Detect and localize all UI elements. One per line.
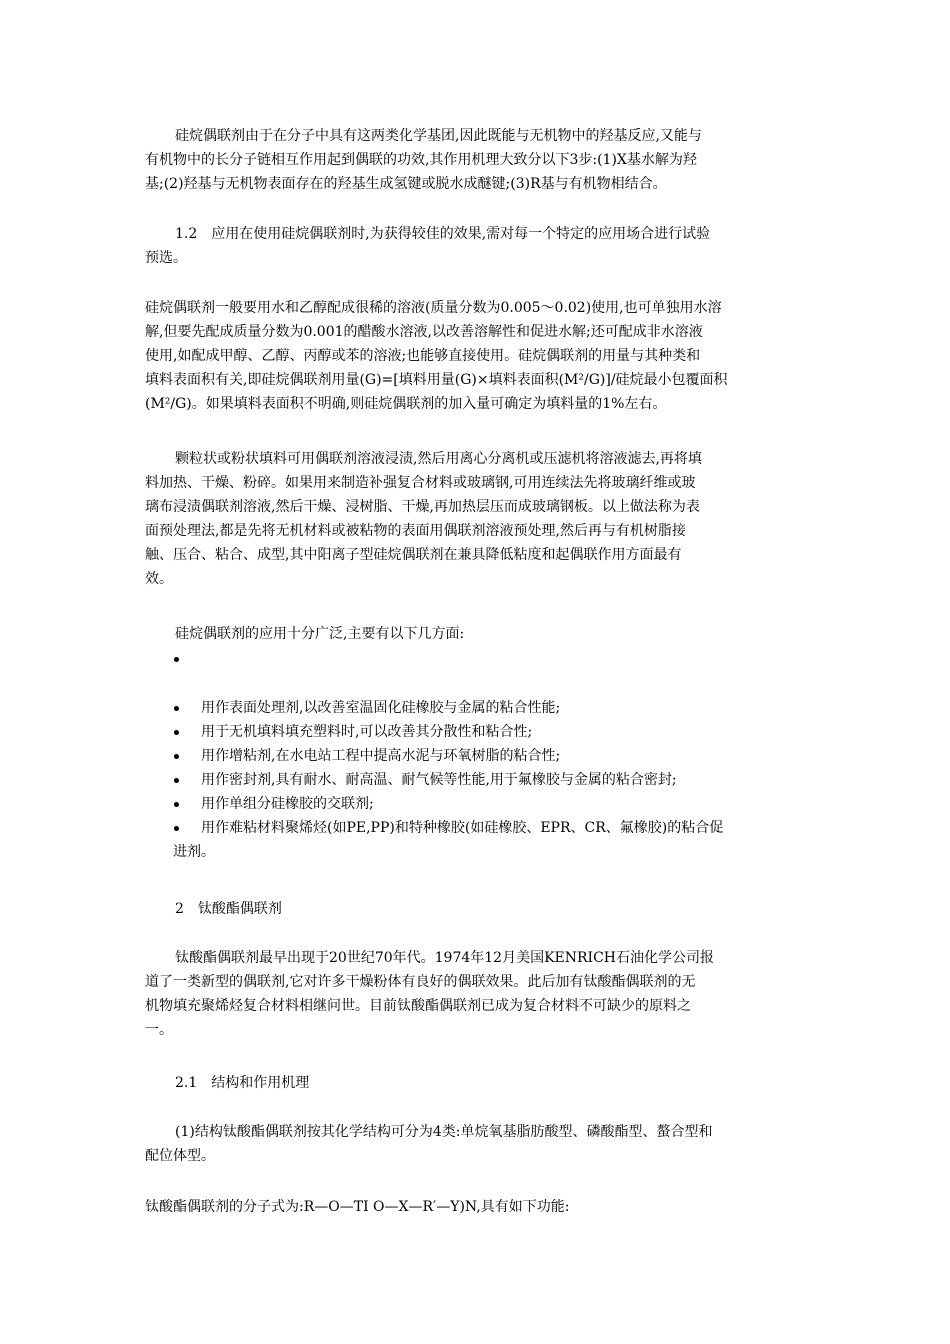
text-line: 有机物中的长分子链相互作用起到偶联的功效,其作用机理大致分以下3步:(1)X基水解为羟 [145,152,697,168]
bullet-icon [174,802,179,807]
section-heading-structure [145,1071,820,1095]
list-item-text: 用作表面处理剂,以改善室温固化硅橡胶与金属的粘合性能; [201,700,561,716]
text-line: 效。 [145,571,173,587]
paragraph-application-heading [145,222,820,270]
list-item-text: 用于无机填料填充塑料时,可以改善其分散性和粘合性; [201,724,533,740]
text-line: 一。 [145,1022,173,1038]
text-line: 解,但要先配成质量分数为0.001的醋酸水溶液,以改善溶解性和促进水解;还可配成非水溶液 [145,324,703,340]
section-heading-titanate [145,897,820,921]
text-line: 触、压合、粘合、成型,其中阳离子型硅烷偶联剂在兼具降低粘度和起偶联作用方面最有 [145,547,682,563]
text-line: (1)结构钛酸酯偶联剂按其化学结构可分为4类:单烷氧基脂肪酸型、磷酸酯型、螯合型和 [175,1124,713,1140]
text-line: 硅烷偶联剂的应用十分广泛,主要有以下几方面: [175,626,465,642]
list-item-text: 用作密封剂,具有耐水、耐高温、耐气候等性能,用于氟橡胶与金属的粘合密封; [201,772,677,788]
text-line: 配位体型。 [145,1148,215,1164]
text-line: 基;(2)羟基与无机物表面存在的羟基生成氢键或脱水成醚键;(3)R基与有机物相结合。 [145,176,667,192]
text-line: 1.2 应用在使用硅烷偶联剂时,为获得较佳的效果,需对每一个特定的应用场合进行试验 [175,226,711,242]
paragraph-applications-intro [145,622,820,646]
text-line: 预选。 [145,250,187,266]
bullet-icon [174,657,179,662]
text-line: 道了一类新型的偶联剂,它对许多干燥粉体有良好的偶联效果。此后加有钛酸酯偶联剂的无 [145,974,696,990]
paragraph-structure-types [145,1120,820,1168]
text-line: 料加热、干燥、粉碎。如果用来制造补强复合材料或玻璃钢,可用连续法先将玻璃纤维或玻 [145,475,696,491]
list-item [173,696,823,720]
heading-text: 2 钛酸酯偶联剂 [175,901,282,917]
list-item [173,768,823,792]
list-item-text: 用作难粘材料聚烯烃(如PE,PP)和特种橡胶(如硅橡胶、EPR、CR、氟橡胶)的粘合促 [201,820,724,836]
heading-text: 2.1 结构和作用机理 [175,1075,310,1091]
list-item-continuation: 进剂。 [173,844,215,860]
bullet-list-empty [173,647,823,671]
text-line: 机物填充聚烯烃复合材料相继问世。目前钛酸酯偶联剂已成为复合材料不可缺少的原料之 [145,998,691,1014]
list-item [173,816,823,864]
paragraph-solution-usage [145,296,820,416]
text-line: 钛酸酯偶联剂的分子式为:R—O—TI O—X—R′—Y)N,具有如下功能: [145,1199,570,1215]
paragraph-titanate-history [145,946,820,1042]
text-line: 硅烷偶联剂由于在分子中具有这两类化学基团,因此既能与无机物中的羟基反应,又能与 [175,128,702,144]
paragraph-molecular-formula [145,1195,820,1219]
bullet-icon [174,730,179,735]
list-item-text: 用作单组分硅橡胶的交联剂; [201,796,374,812]
list-item [173,647,823,671]
bullet-list-applications [173,696,823,864]
list-item-text: 用作增粘剂,在水电站工程中提高水泥与环氧树脂的粘合性; [201,748,561,764]
bullet-icon [174,754,179,759]
paragraph-pretreatment [145,447,820,591]
text-line: 钛酸酯偶联剂最早出现于20世纪70年代。1974年12月美国KENRICH石油化学公司报 [175,950,714,966]
text-line: 璃布浸渍偶联剂溶液,然后干燥、浸树脂、干燥,再加热层压而成玻璃钢板。以上做法称为表 [145,499,700,515]
bullet-icon [174,706,179,711]
text-line: 颗粒状或粉状填料可用偶联剂溶液浸渍,然后用离心分离机或压滤机将溶液滤去,再将填 [175,451,702,467]
bullet-icon [174,826,179,831]
list-item [173,744,823,768]
text-line: 面预处理法,都是先将无机材料或被粘物的表面用偶联剂溶液预处理,然后再与有机树脂接 [145,523,686,539]
text-line: 硅烷偶联剂一般要用水和乙醇配成很稀的溶液(质量分数为0.005～0.02)使用,也可单独用水溶 [145,300,722,316]
text-line: 填料表面积有关,即硅烷偶联剂用量(G)=[填料用量(G)×填料表面积(M²/G)]/硅烷最小包覆面积 [145,372,728,388]
bullet-icon [174,778,179,783]
paragraph-silane-mechanism [145,124,820,196]
text-line: (M²/G)。如果填料表面积不明确,则硅烷偶联剂的加入量可确定为填料量的1%左右。 [145,396,667,412]
list-item [173,720,823,744]
list-item [173,792,823,816]
text-line: 使用,如配成甲醇、乙醇、丙醇或苯的溶液;也能够直接使用。硅烷偶联剂的用量与其种类和 [145,348,701,364]
